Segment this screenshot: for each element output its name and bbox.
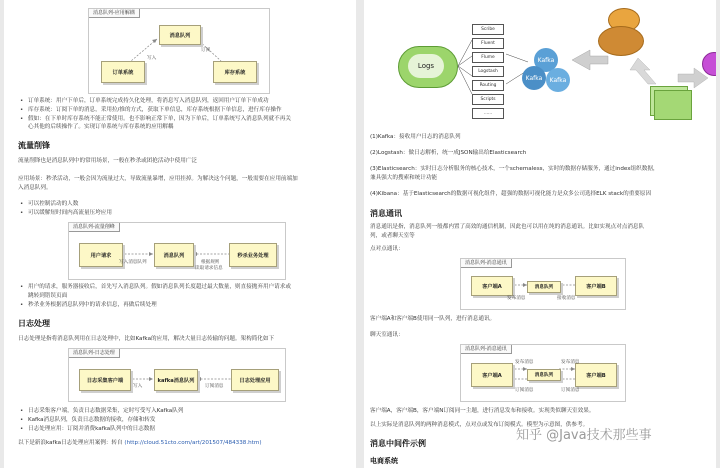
reference-text: 以下是新浪kafka日志处理应用案例：转自 <box>18 440 123 446</box>
section-heading: 流量削锋 <box>18 141 50 150</box>
paragraph <box>18 440 262 448</box>
text-line: 心其他的后续操作了。实现订单系统与库存系统的应用解耦 <box>28 124 174 130</box>
bullet: • Kafka消息队列，负责日志数据的接收，存储和转发 <box>28 417 155 425</box>
queue-box: 消息队列 <box>159 25 201 45</box>
logs-inner: Logs <box>408 54 444 78</box>
bullet: • 日志采集客户端，负责日志数据采集，定时写受写入Kafka队列 <box>28 408 183 416</box>
list-item: (4)Kibana：基于Elasticsearch的数据可视化组件，超强的数据可视化能力是众多公司选择ELK stack的重要原因 <box>370 191 652 197</box>
decoupling-diagram <box>88 8 270 94</box>
log-app-box: 日志处理应用 <box>231 369 279 391</box>
subscribe-label: 订阅消息 <box>561 388 580 393</box>
paragraph: 客户端A，客户端B，客户端N订阅同一主题，进行消息发布和接收。实现类似聊天室效果。 <box>370 408 595 414</box>
publish-label: 发布消息 <box>515 360 534 365</box>
subscribe-label: 订阅消息 <box>205 384 224 389</box>
paragraph: 入消息队列。 <box>18 185 52 191</box>
send-label: 发布消息 <box>507 296 526 301</box>
seckill-box: 秒杀业务处理 <box>229 243 277 267</box>
diagram-title: 消息队列-日志处理 <box>69 349 120 358</box>
logstash-node <box>598 26 644 56</box>
subscribe-label: 订阅 <box>201 48 211 53</box>
inventory-system-box: 库存系统 <box>213 61 257 83</box>
kafka-node: Kafka <box>534 48 558 72</box>
paragraph: 列，或者聊天室等 <box>370 233 415 239</box>
text-line: 跳转到错误页面 <box>28 293 68 299</box>
diagram-title: 消息队列-应用解耦 <box>89 9 140 18</box>
bullet: • 用户的请求，服务器接收后，首先写入消息队列。假如消息队列长度超过最大数量，则直接抛弃用户请求或 <box>28 284 291 292</box>
bullet: • 日志处理应用：订阅并消费kafka队列中的日志数据 <box>28 426 155 434</box>
write-label: 写入消息队列 <box>119 260 147 265</box>
client-a-box: 客户端A <box>471 363 513 387</box>
bullet: • 假如：在下单时库存系统不能正常使用。也不影响正常下单，因为下单后，订单系统写入消息队列就不再关 <box>28 116 291 124</box>
section-heading: 消息通讯 <box>370 209 402 218</box>
queue-box: 消息队列 <box>527 281 561 293</box>
client-b-box: 客户端B <box>575 276 617 296</box>
list-item: (3)Elasticsearch：实时日志分析服务的核心技术，一个schemaless，实时的数据存储服务，通过index组织数据， <box>370 166 659 172</box>
paragraph: 点对点通讯： <box>370 246 404 252</box>
input-box: Flume <box>472 52 504 63</box>
bullet: • 秒杀业务根据消息队列中的请求信息，再做后续处理 <box>28 302 157 310</box>
recv-label: 接收消息 <box>557 296 576 301</box>
kafka-node: Kafka <box>522 66 546 90</box>
diagram-title: 消息队列-流量削峰 <box>69 223 120 232</box>
paragraph: 日志处理是指将消息队列用在日志处理中，比如Kafka的应用，解决大量日志传输的问题。架构简化如下 <box>18 336 275 342</box>
order-system-box: 订单系统 <box>101 61 145 83</box>
user-request-box: 用户请求 <box>79 243 123 267</box>
bullet: • 库存系统：订阅下单的消息，采用拉/推的方式，获取下单信息，库存系统根据下单信息，进行库存操作 <box>28 107 282 115</box>
paragraph: 流量削锋也是消息队列中的常用场景，一般在秒杀或团抢活动中使用广泛 <box>18 158 198 164</box>
section-heading: 日志处理 <box>18 319 50 328</box>
log-client-box: 日志采集客户端 <box>79 369 131 391</box>
write-label: 写入 <box>133 384 143 389</box>
publish-label: 发布消息 <box>561 360 580 365</box>
list-item: (2)Logstash：做日志解析，统一成JSON输出给Elasticsearch <box>370 150 527 156</box>
input-box: Logstash <box>472 66 504 77</box>
input-box: ...... <box>472 108 504 119</box>
list-item: (1)Kafka：接收用户日志的消息队列 <box>370 134 461 140</box>
subscribe-label: 订阅消息 <box>515 388 534 393</box>
queue-box: 消息队列 <box>527 369 561 381</box>
client-b-box: 客户端B <box>575 363 617 387</box>
write-label: 写入 <box>147 56 157 61</box>
chatroom-diagram <box>460 344 626 402</box>
input-box: Fluent <box>472 38 504 49</box>
list-item: 兼具强大的搜索和统计功能 <box>370 175 438 181</box>
queue-box: 消息队列 <box>154 243 194 267</box>
read-label: 读取请求信息 <box>195 266 223 271</box>
reference-link[interactable]: (http://cloud.51cto.com/art/201507/484338.htm) <box>124 440 262 446</box>
log-processing-diagram <box>68 348 286 402</box>
elasticsearch-node <box>654 90 692 120</box>
right-page <box>364 0 716 468</box>
watermark: 知乎 @Java技术那些事 <box>516 428 652 443</box>
input-box: Routing <box>472 80 504 91</box>
bullet: • 订单系统：用户下单后，订单系统完成持久化处理，将消息写入消息队列，返回用户订单下单成功 <box>28 98 269 106</box>
paragraph: 以上实际是消息队列的两种消息模式，点对点或发布订阅模式。模型为示意图，供参考。 <box>370 422 589 428</box>
p2p-diagram <box>460 258 626 310</box>
paragraph: 应用场景：秒杀活动，一般会因为流量过大，导致流量暴增，应用挂掉。为解决这个问题，一般需要在应用前端加 <box>18 176 298 182</box>
bullet: • 可以控制活动的人数 <box>28 201 78 209</box>
diagram-title: 消息队列-消息通讯 <box>461 259 512 268</box>
section-heading: 消息中间件示例 <box>370 439 426 448</box>
peak-shaving-diagram <box>68 222 286 280</box>
section-heading: 电商系统 <box>370 457 398 465</box>
kafka-queue-box: kafka消息队列 <box>154 369 198 391</box>
paragraph: 聊天室通讯： <box>370 332 404 338</box>
bullet: • 可以缓解短时间内高流量压垮应用 <box>28 210 112 218</box>
input-box: Scripts <box>472 94 504 105</box>
paragraph: 客户端A和客户端B使用同一队列，进行消息通讯。 <box>370 316 496 322</box>
diagram-title: 消息队列-消息通讯 <box>461 345 512 354</box>
input-box: Scribe <box>472 24 504 35</box>
client-a-box: 客户端A <box>471 276 513 296</box>
elk-architecture-image <box>394 4 714 124</box>
left-page <box>4 0 356 468</box>
rule-label: 根据规则 <box>201 260 220 265</box>
kafka-node: Kafka <box>546 68 570 92</box>
paragraph: 消息通讯是指，消息队列一般都内置了高效的通信机制，因此也可以用在纯的消息通讯。比如实现点对点消息队 <box>370 224 645 230</box>
